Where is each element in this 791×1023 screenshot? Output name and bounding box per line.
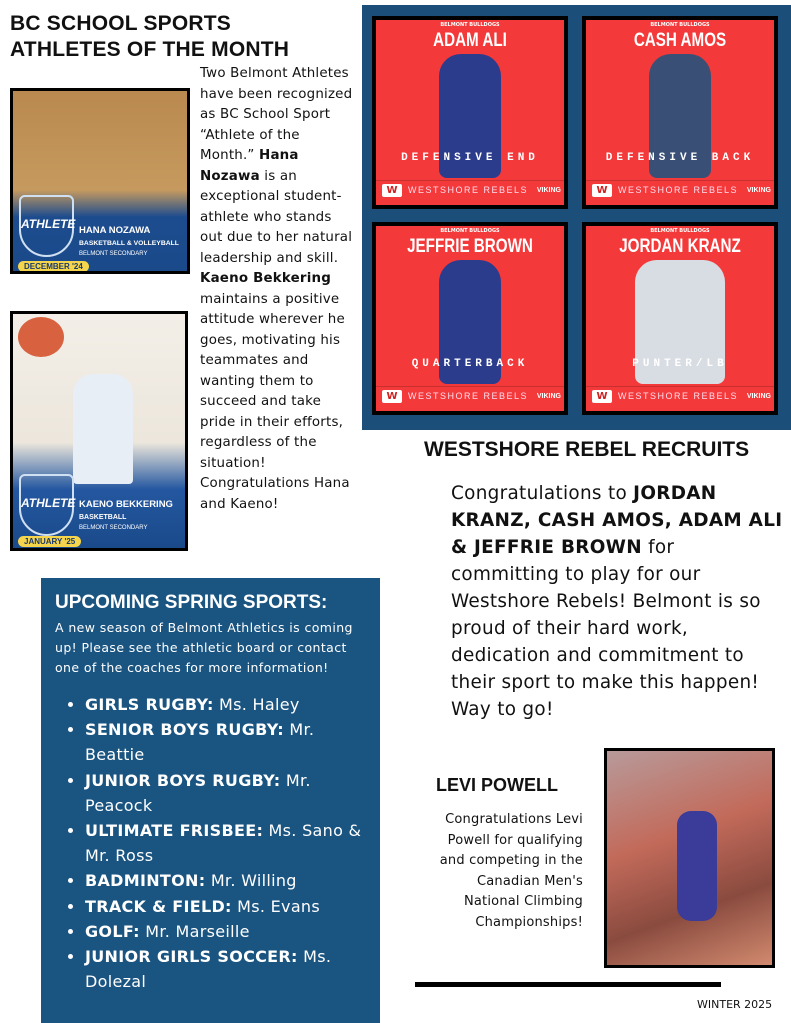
hana-nozawa-photo: [10, 88, 190, 274]
card-month: JANUARY '25: [18, 536, 81, 547]
athlete-badge: ATHLETE: [19, 474, 74, 536]
card-school: BELMONT SECONDARY: [79, 525, 148, 531]
spring-sport-item: • JUNIOR BOYS RUGBY: Mr. Peacock: [85, 768, 368, 818]
basketball-icon: [18, 317, 64, 357]
divider: [415, 982, 721, 987]
rebels-logo-icon: W: [382, 390, 402, 403]
sponsor-label: VIKING: [746, 393, 771, 400]
levi-climbing-photo: [604, 748, 775, 968]
spring-sports-list: [55, 692, 368, 994]
spring-sport-item: • GOLF: Mr. Marseille: [85, 919, 368, 944]
recruits-text: Congratulations to JORDAN KRANZ, CASH AMOS, ADAM ALI & JEFFRIE BROWN for committing to play for our Westshore Rebels! Belmont is so proud of their hard work, dedication and commitment to their sport to make this happen! Way to go!: [451, 483, 783, 720]
card-name: HANA NOZAWA: [79, 225, 151, 236]
spring-sport-item: • JUNIOR GIRLS SOCCER: Ms. Dolezal: [85, 944, 368, 994]
rebels-logo-icon: W: [382, 184, 402, 197]
recruit-cards-panel: [362, 5, 791, 430]
athletes-title: BC SCHOOL SPORTS ATHLETES OF THE MONTH: [10, 12, 290, 61]
jersey: [73, 374, 133, 484]
rebels-logo-icon: W: [592, 390, 612, 403]
spring-sport-item: • TRACK & FIELD: Ms. Evans: [85, 894, 368, 919]
spring-heading: UPCOMING SPRING SPORTS:: [55, 592, 328, 613]
levi-heading: LEVI POWELL: [436, 775, 559, 795]
recruit-card: BELMONT BULLDOGS JORDAN KRANZ PUNTER/LB W WESTSHORE REBELS VIKING: [582, 222, 778, 415]
athlete-badge: ATHLETE: [19, 195, 74, 257]
card-month: DECEMBER '24: [18, 261, 89, 272]
spring-sport-item: • GIRLS RUGBY: Ms. Haley: [85, 692, 368, 717]
spring-sport-item: • SENIOR BOYS RUGBY: Mr. Beattie: [85, 717, 368, 767]
sponsor-label: VIKING: [536, 393, 561, 400]
recruit-card: BELMONT BULLDOGS ADAM ALI DEFENSIVE END W WESTSHORE REBELS VIKING: [372, 16, 568, 209]
spring-sports-box: [41, 578, 380, 1023]
sponsor-label: VIKING: [536, 187, 561, 194]
recruits-heading: WESTSHORE REBEL RECRUITS: [424, 438, 750, 461]
recruit-card: BELMONT BULLDOGS CASH AMOS DEFENSIVE BACK W WESTSHORE REBELS VIKING: [582, 16, 778, 209]
spring-intro: A new season of Belmont Athletics is coming up! Please see the athletic board or contact one of the coaches for more information!: [55, 620, 353, 675]
card-name: KAENO BEKKERING: [79, 499, 173, 510]
climber: [677, 811, 717, 921]
levi-text: Congratulations Levi Powell for qualifying and competing in the Canadian Men's National Climbing Championships!: [439, 812, 583, 930]
recruit-card: BELMONT BULLDOGS JEFFRIE BROWN QUARTERBACK W WESTSHORE REBELS VIKING: [372, 222, 568, 415]
rebels-logo-icon: W: [592, 184, 612, 197]
kaeno-bekkering-photo: [10, 311, 188, 551]
card-sport: BASKETBALL & VOLLEYBALL: [79, 240, 179, 247]
athletes-intro: Two Belmont Athletes have been recognized as BC School Sport “Athlete of the Month.” Hana Nozawa is an exceptional student-athlete who stands out due to her natural leadership and skill. Kaeno Bekkering maintains a positive attitude wherever he goes, motivating his teammates and wanting them to succeed and take pride in their efforts, regardless of the situation! Congratulations Hana and Kaeno!: [200, 66, 353, 512]
card-school: BELMONT SECONDARY: [79, 251, 148, 257]
spring-sport-item: • BADMINTON: Mr. Willing: [85, 868, 368, 893]
card-sport: BASKETBALL: [79, 514, 127, 521]
issue-label: WINTER 2025: [697, 998, 773, 1011]
sponsor-label: VIKING: [746, 187, 771, 194]
spring-sport-item: • ULTIMATE FRISBEE: Ms. Sano & Mr. Ross: [85, 818, 368, 868]
